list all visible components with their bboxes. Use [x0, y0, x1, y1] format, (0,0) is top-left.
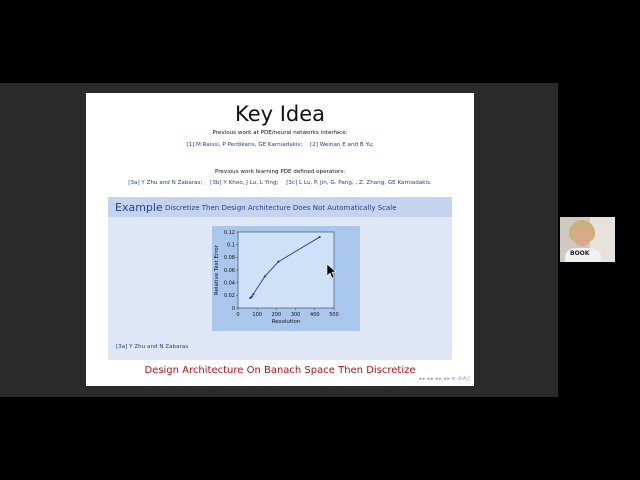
y-tick-label: 0 [231, 305, 235, 312]
error-plot [212, 226, 360, 331]
y-tick-label: 0.12 [223, 229, 235, 236]
y-tick-label: 0.06 [223, 267, 235, 274]
x-tick-label: 300 [290, 312, 301, 318]
x-tick-label: 400 [310, 312, 320, 318]
slide-title: Key Idea [234, 102, 326, 126]
reference-3a[interactable]: [3a] Y Zhu and N Zabaras; [128, 180, 203, 186]
references-line-1 [86, 142, 474, 148]
x-axis-label: Resolution [271, 319, 301, 325]
previous-learning-label: Previous work learning PDE defined operators: [214, 169, 345, 175]
reference-3b[interactable]: [3b] Y Khoo, J Lu, L Ying; [210, 180, 279, 186]
chart-svg [212, 226, 360, 331]
y-tick-label: 0.02 [223, 293, 235, 300]
data-point [252, 293, 254, 295]
y-tick-label: 0.04 [223, 280, 235, 287]
data-point [319, 236, 321, 238]
x-tick-label: 0 [236, 312, 240, 318]
slide-navigation-bar[interactable]: ◂ ▸ ◂ ▸ ◂ ▸ ◂ ▸ ≡ ↺↺○ [418, 376, 470, 382]
shirt-text: BOOK [570, 250, 590, 257]
y-tick-label: 0.1 [227, 242, 235, 249]
data-point [264, 275, 266, 277]
reference-3c[interactable]: [3c] L Lu, P. Jin, G. Pang, , Z. Zhang, GE Karniadakis. [286, 180, 432, 186]
example-block-header [108, 197, 452, 217]
data-point [277, 261, 279, 263]
webcam-thumbnail[interactable] [560, 217, 615, 262]
example-word: Example [115, 201, 163, 214]
y-axis-label: Relative Test Error [214, 245, 220, 295]
example-block [108, 197, 452, 360]
x-tick-label: 100 [252, 312, 262, 318]
conclusion-text: Design Architecture On Banach Space Then Discretize [144, 365, 416, 376]
references-line-2 [86, 180, 474, 186]
presentation-slide [86, 93, 474, 386]
example-title: Discretize Then Design Architecture Does Not Automatically Scale [165, 204, 397, 212]
data-point [251, 296, 253, 298]
reference-2[interactable]: [2] Weinan E and B Yu; [310, 142, 374, 148]
y-tick-label: 0.08 [223, 255, 235, 262]
x-tick-label: 200 [271, 312, 282, 318]
x-tick-label: 500 [329, 312, 339, 318]
example-citation[interactable]: [3a] Y Zhu and N Zabaras [116, 344, 189, 350]
previous-work-label: Previous work at PDE/neural networks interface: [212, 130, 348, 136]
participant-face [573, 226, 591, 246]
reference-1[interactable]: [1] M Raissi, P Perdikaris, GE Karniadakis; [186, 142, 303, 148]
